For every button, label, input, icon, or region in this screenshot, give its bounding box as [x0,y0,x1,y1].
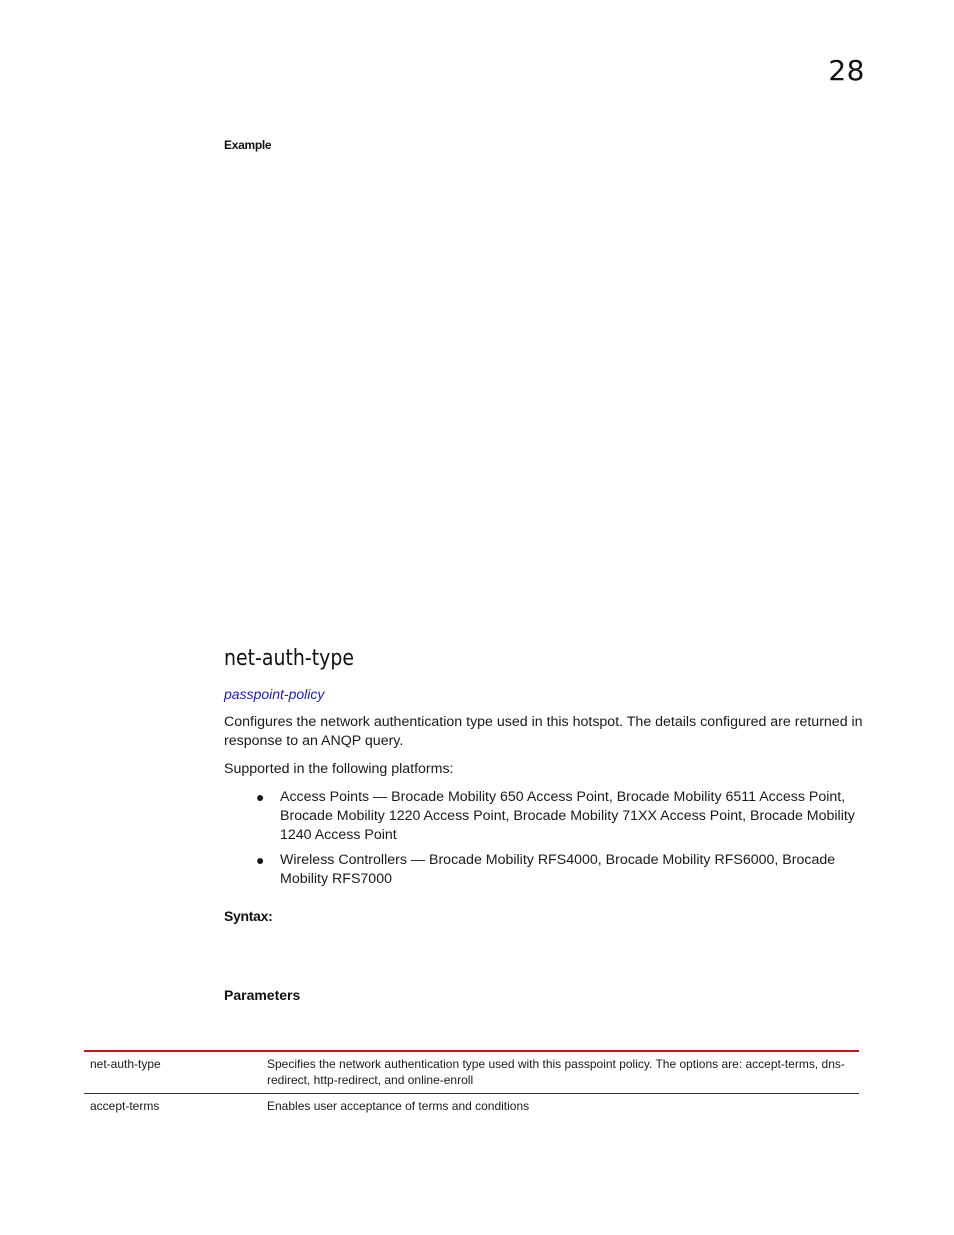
supported-platforms-intro: Supported in the following platforms: [224,761,454,777]
param-name: net-auth-type [84,1051,261,1094]
list-item [256,788,868,845]
param-name: accept-terms [90,1099,160,1113]
param-description: Specifies the network authentication type used with this passpoint policy. The options are: accept-terms, dns-redirect, http-redirect, and online-enroll [261,1051,859,1094]
example-heading: Example [224,138,272,152]
table-row [84,1051,859,1094]
platform-text: Access Points — Brocade Mobility 650 Access Point, Brocade Mobility 6511 Access Point, Brocade Mobility 1220 Access Point, Brocade Mobility 71XX Access Point, Brocade Mobility 1240 Access Point [280,789,855,843]
param-description: Enables user acceptance of terms and conditions [267,1099,530,1113]
platform-list [256,788,868,895]
parameters-table [84,1050,859,1119]
list-item [256,851,868,889]
platform-text: Wireless Controllers — Brocade Mobility RFS4000, Brocade Mobility RFS6000, Brocade Mobility RFS7000 [280,852,836,887]
passpoint-policy-link[interactable]: passpoint-policy [224,686,325,702]
syntax-heading: Syntax: [224,908,273,924]
bullet-icon: ● [256,852,265,868]
section-title: net-auth-type [224,646,354,671]
bullet-icon: ● [256,789,265,805]
chapter-number: 28 [828,54,865,87]
table-row [84,1094,859,1120]
section-description: Configures the network authentication type used in this hotspot. The details configured are returned in response to an ANQP query. [224,714,863,749]
parameters-heading: Parameters [224,987,301,1003]
